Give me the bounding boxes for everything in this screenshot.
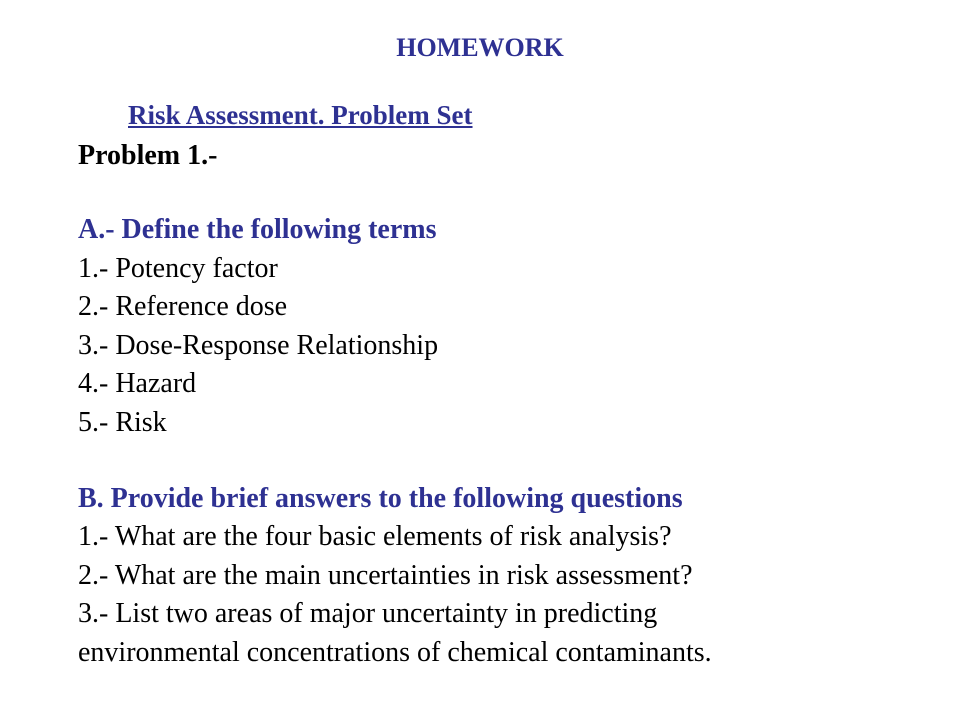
- section-a-heading: A.- Define the following terms: [78, 214, 437, 245]
- section-b-item: 2.- What are the main uncertainties in risk assessment?: [78, 560, 693, 591]
- page-title: HOMEWORK: [396, 33, 564, 62]
- section-a-item: 2.- Reference dose: [78, 291, 288, 322]
- section-b-item: 3.- List two areas of major uncertainty in predicting: [78, 598, 658, 629]
- section-a-item: 4.- Hazard: [78, 368, 197, 399]
- section-b-heading: B. Provide brief answers to the following questions: [78, 483, 683, 514]
- section-a-item: 5.- Risk: [78, 407, 167, 438]
- section-b-item: 1.- What are the four basic elements of risk analysis?: [78, 521, 672, 552]
- problem-label: Problem 1.-: [78, 140, 218, 171]
- section-b-item: environmental concentrations of chemical contaminants.: [78, 637, 712, 668]
- section-a-item: 1.- Potency factor: [78, 253, 278, 284]
- subtitle-link[interactable]: Risk Assessment. Problem Set: [128, 100, 473, 130]
- section-a-item: 3.- Dose-Response Relationship: [78, 330, 439, 361]
